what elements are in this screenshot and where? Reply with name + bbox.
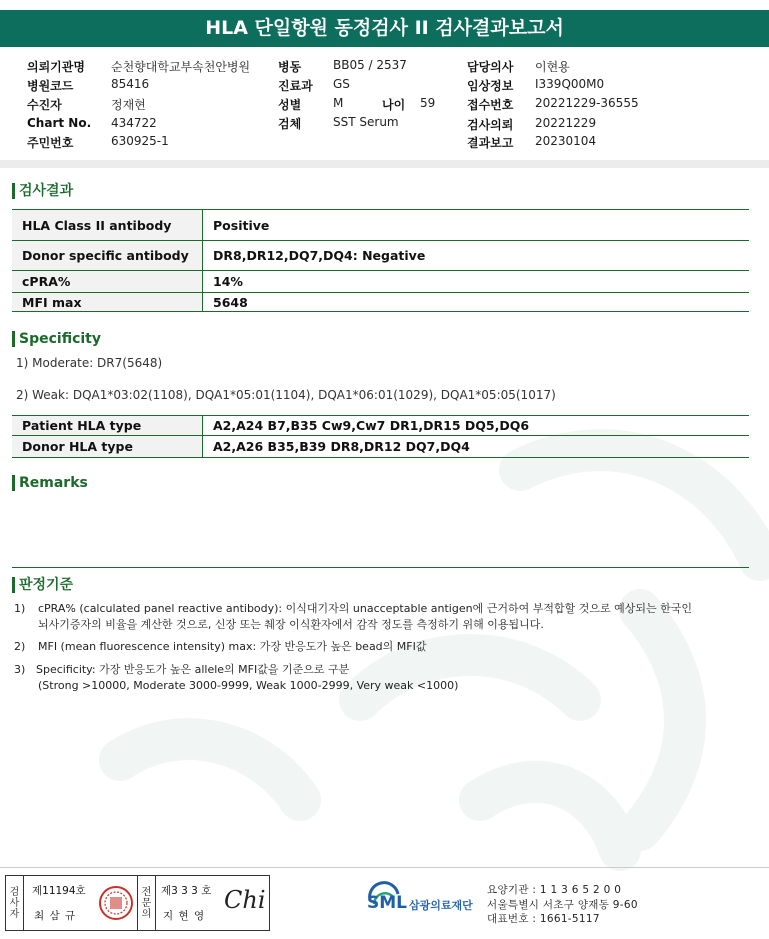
age-label: 나이: [382, 98, 406, 112]
patient-value: 정재현: [111, 98, 146, 112]
result-value: 5648: [203, 293, 750, 312]
dept-value: GS: [333, 77, 350, 91]
criteria-divider: [12, 567, 749, 568]
foundation-name: 삼광의료재단: [409, 899, 473, 912]
institution-value: 순천향대학교부속천안병원: [111, 60, 251, 74]
table-row: [12, 210, 749, 241]
result-key: Donor specific antibody: [12, 241, 203, 271]
receipt-label: 접수번호: [467, 98, 514, 112]
specificity-weak: 2) Weak: DQA1*03:02(1108), DQA1*05:01(1104), DQA1*06:01(1029), DQA1*05:05(1017): [16, 388, 556, 402]
criteria-line: cPRA% (calculated panel reactive antibody): 이식대기자의 unacceptable antigen에 근거하여 부적합할 것으로 예상되는 한국인: [38, 602, 692, 615]
signature-box: [5, 875, 270, 931]
criteria-num: 3): [14, 663, 26, 676]
institution-label: 의뢰기관명: [27, 60, 85, 74]
criteria-section-title: 판정기준: [12, 577, 73, 593]
separator-band: [0, 160, 769, 168]
hla-key: Donor HLA type: [12, 436, 203, 458]
dept-label: 진료과: [278, 79, 313, 93]
specialist-vertical-label: 전문의: [137, 876, 156, 930]
table-row: [12, 241, 749, 271]
criteria-line: (Strong >10000, Moderate 3000-9999, Weak 1000-2999, Very weak <1000): [38, 679, 459, 692]
specialist-name: 지 현 영: [163, 910, 206, 922]
result-value: DR8,DR12,DQ7,DQ4: Negative: [203, 241, 750, 271]
ward-label: 병동: [278, 60, 302, 74]
criteria-num: 1): [14, 602, 26, 615]
id-value: 630925-1: [111, 134, 169, 148]
sex-value: M: [333, 96, 344, 110]
remarks-section-title: Remarks: [12, 475, 88, 491]
criteria-line: 뇌사기증자의 비율을 계산한 것으로, 신장 또는 췌장 이식환자에서 감작 정도를 측정하기 위해 이용됩니다.: [38, 618, 544, 631]
id-label: 주민번호: [27, 136, 74, 150]
result-key: cPRA%: [12, 271, 203, 293]
age-value: 59: [420, 96, 436, 110]
hospital-code-label: 병원코드: [27, 79, 74, 93]
hla-key: Patient HLA type: [12, 416, 203, 436]
examiner-vertical-label: 검사자: [6, 876, 24, 930]
specificity-moderate: 1) Moderate: DR7(5648): [16, 356, 163, 370]
criteria-line: MFI (mean fluorescence intensity) max: 가장 반응도가 높은 bead의 MFI값: [38, 640, 427, 653]
examiner-number: 제11194호: [32, 885, 86, 897]
seal-stamp-icon: [98, 885, 134, 921]
hla-type-table: [12, 415, 749, 458]
report-label: 결과보고: [467, 136, 514, 150]
hla-value: A2,A24 B7,B35 Cw9,Cw7 DR1,DR15 DQ5,DQ6: [203, 416, 750, 436]
result-key: MFI max: [12, 293, 203, 312]
clinical-value: I339Q00M0: [535, 77, 605, 91]
results-section-title: 검사결과: [12, 183, 73, 199]
sml-logo-text: SML: [367, 893, 407, 913]
criteria-line: Specificity: 가장 반응도가 높은 allele의 MFI값을 기준으로 구분: [36, 663, 350, 676]
table-row: [12, 271, 749, 293]
address: 서울특별시 서초구 양재동 9-60: [487, 899, 638, 911]
doctor-label: 담당의사: [467, 60, 514, 74]
doctor-value: 이현용: [535, 60, 570, 74]
report-title: HLA 단일항원 동정검사 II 검사결과보고서: [0, 10, 769, 47]
hla-value: A2,A26 B35,B39 DR8,DR12 DQ7,DQ4: [203, 436, 750, 458]
specimen-label: 검체: [278, 117, 302, 131]
request-value: 20221229: [535, 116, 597, 130]
criteria-num: 2): [14, 640, 26, 653]
signature: Chi: [224, 886, 266, 914]
result-value: Positive: [203, 210, 750, 241]
result-key: HLA Class II antibody: [12, 210, 203, 241]
examiner-name: 최 삼 규: [34, 910, 77, 922]
clinical-label: 임상정보: [467, 79, 514, 93]
ward-value: BB05 / 2537: [333, 58, 407, 72]
footer-divider: [0, 867, 769, 868]
request-label: 검사의뢰: [467, 118, 514, 132]
table-row: [12, 436, 749, 458]
hospital-code-value: 85416: [111, 77, 150, 91]
sex-label: 성별: [278, 98, 302, 112]
phone-number: 대표번호 : 1661-5117: [487, 913, 600, 925]
specimen-value: SST Serum: [333, 115, 399, 129]
receipt-value: 20221229-36555: [535, 96, 639, 110]
specialist-number: 제3 3 3 호: [161, 885, 212, 897]
results-table: [12, 209, 749, 312]
chart-label: Chart No.: [27, 116, 92, 130]
result-value: 14%: [203, 271, 750, 293]
agency-number: 요양기관 : 1 1 3 6 5 2 0 0: [487, 884, 622, 896]
patient-label: 수진자: [27, 98, 62, 112]
table-row: [12, 416, 749, 436]
report-value: 20230104: [535, 134, 597, 148]
table-row: [12, 293, 749, 312]
chart-value: 434722: [111, 116, 157, 130]
specificity-section-title: Specificity: [12, 331, 101, 347]
